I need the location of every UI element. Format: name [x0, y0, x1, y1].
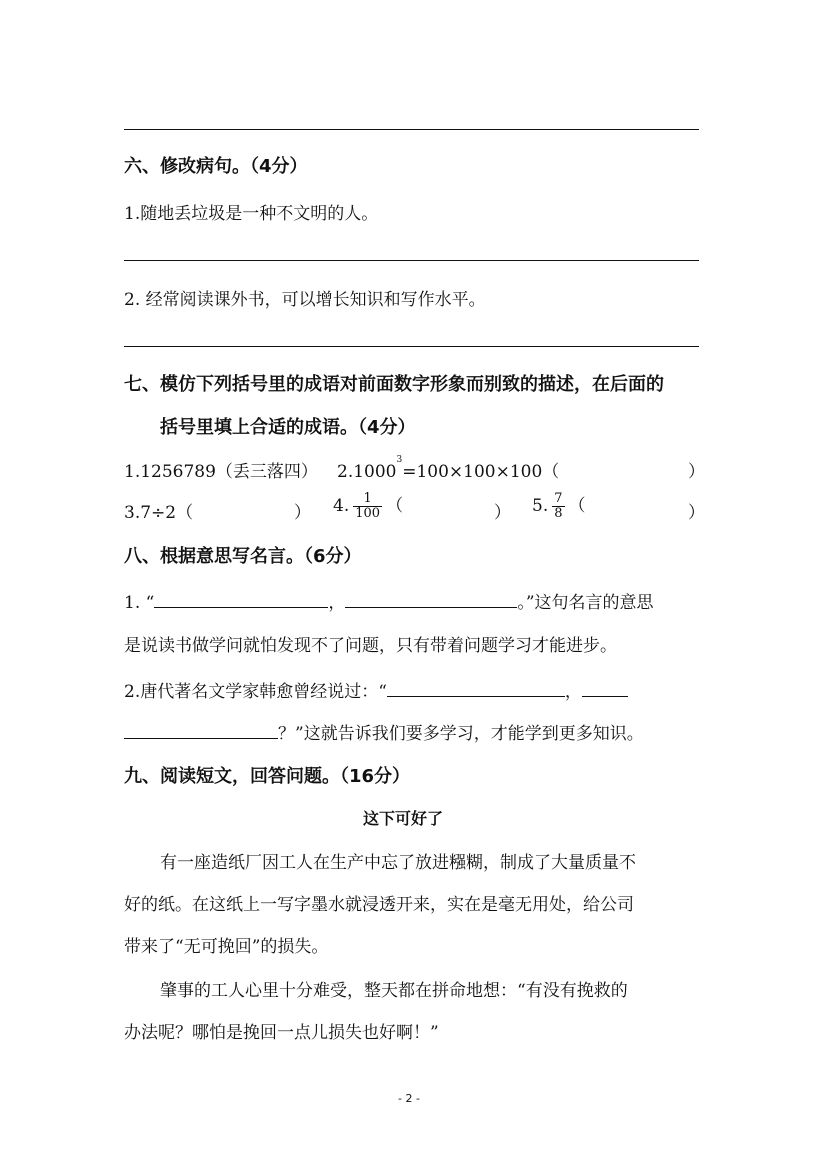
section-7-item-2	[337, 457, 559, 482]
section-9-heading: 九、阅读短文，回答问题。（16分）	[124, 766, 411, 787]
section-8-heading: 八、根据意思写名言。（6分）	[124, 546, 362, 567]
section-7-item-4	[333, 491, 403, 521]
answer-blank[interactable]	[387, 680, 565, 697]
answer-line[interactable]	[124, 129, 699, 130]
section-8-question-1-line-2: 是说读书做学问就怕发现不了问题，只有带着问题学习才能进步。	[124, 636, 617, 656]
section-8-question-2-line-2	[124, 719, 644, 744]
story-paragraph-2-line-2: 办法呢？哪怕是挽回一点儿损失也好啊！”	[124, 1023, 439, 1043]
story-title: 这下可好了	[363, 809, 444, 828]
answer-blank[interactable]	[154, 591, 328, 608]
section-6-item-2: 2. 经常阅读课外书，可以增长知识和写作水平。	[124, 290, 486, 310]
numerator: 7	[554, 491, 563, 506]
close-paren: ）	[688, 462, 705, 482]
answer-blank[interactable]	[582, 680, 628, 697]
section-6-heading: 六、修改病句。（4分）	[124, 156, 308, 177]
close-paren: ）	[688, 503, 705, 523]
comma: ，	[564, 682, 582, 702]
item-2-prefix: 2.1000	[337, 462, 397, 482]
section-8-question-2	[124, 677, 628, 702]
answer-blank[interactable]	[345, 591, 517, 608]
denominator: 8	[554, 506, 563, 521]
answer-line[interactable]	[124, 346, 699, 347]
section-7-item-1: 1.1256789（丢三落四）	[124, 462, 318, 482]
item-2-exponent: 3	[396, 455, 403, 465]
answer-line[interactable]	[124, 260, 699, 261]
q2-suffix: ？”这就告诉我们要多学习，才能学到更多知识。	[278, 724, 644, 744]
item-4-prefix: 4.	[333, 496, 350, 516]
section-7-item-5	[532, 491, 586, 521]
story-paragraph-1-line-3: 带来了“无可挽回”的损失。	[124, 937, 329, 957]
close-paren: ）	[294, 503, 311, 523]
story-paragraph-1-line-1: 有一座造纸厂因工人在生产中忘了放进糨糊，制成了大量质量不	[160, 853, 636, 873]
page-number: - 2 -	[398, 1092, 420, 1105]
section-8-question-1	[124, 588, 654, 613]
story-paragraph-2-line-1: 肇事的工人心里十分难受，整天都在拼命地想：“有没有挽救的	[160, 981, 628, 1001]
fraction-1-100	[353, 492, 382, 521]
q1-prefix: 1. “	[124, 593, 155, 613]
section-7-heading-line-2: 括号里填上合适的成语。（4分）	[160, 417, 416, 438]
item-5-prefix: 5.	[532, 496, 549, 516]
numerator: 1	[353, 492, 382, 507]
fraction-7-8	[552, 492, 564, 521]
answer-blank[interactable]	[124, 722, 278, 739]
section-7-item-3: 3.7÷2（	[124, 503, 194, 523]
section-6-item-1: 1.随地丢垃圾是一种不文明的人。	[124, 204, 379, 224]
denominator: 100	[355, 506, 381, 521]
story-paragraph-1-line-2: 好的纸。在这纸上一写字墨水就浸透开来，实在是毫无用处，给公司	[124, 895, 634, 915]
item-2-suffix: =100×100×100（	[402, 462, 560, 482]
close-paren: ）	[494, 503, 511, 523]
section-7-heading-line-1: 七、模仿下列括号里的成语对前面数字形象而别致的描述，在后面的	[124, 374, 664, 395]
open-paren: （	[568, 496, 586, 516]
q1-suffix: 。”这句名言的意思	[517, 593, 654, 613]
open-paren: （	[386, 496, 404, 516]
q2-prefix: 2.唐代著名文学家韩愈曾经说过：“	[124, 682, 387, 702]
comma: ，	[328, 593, 346, 613]
